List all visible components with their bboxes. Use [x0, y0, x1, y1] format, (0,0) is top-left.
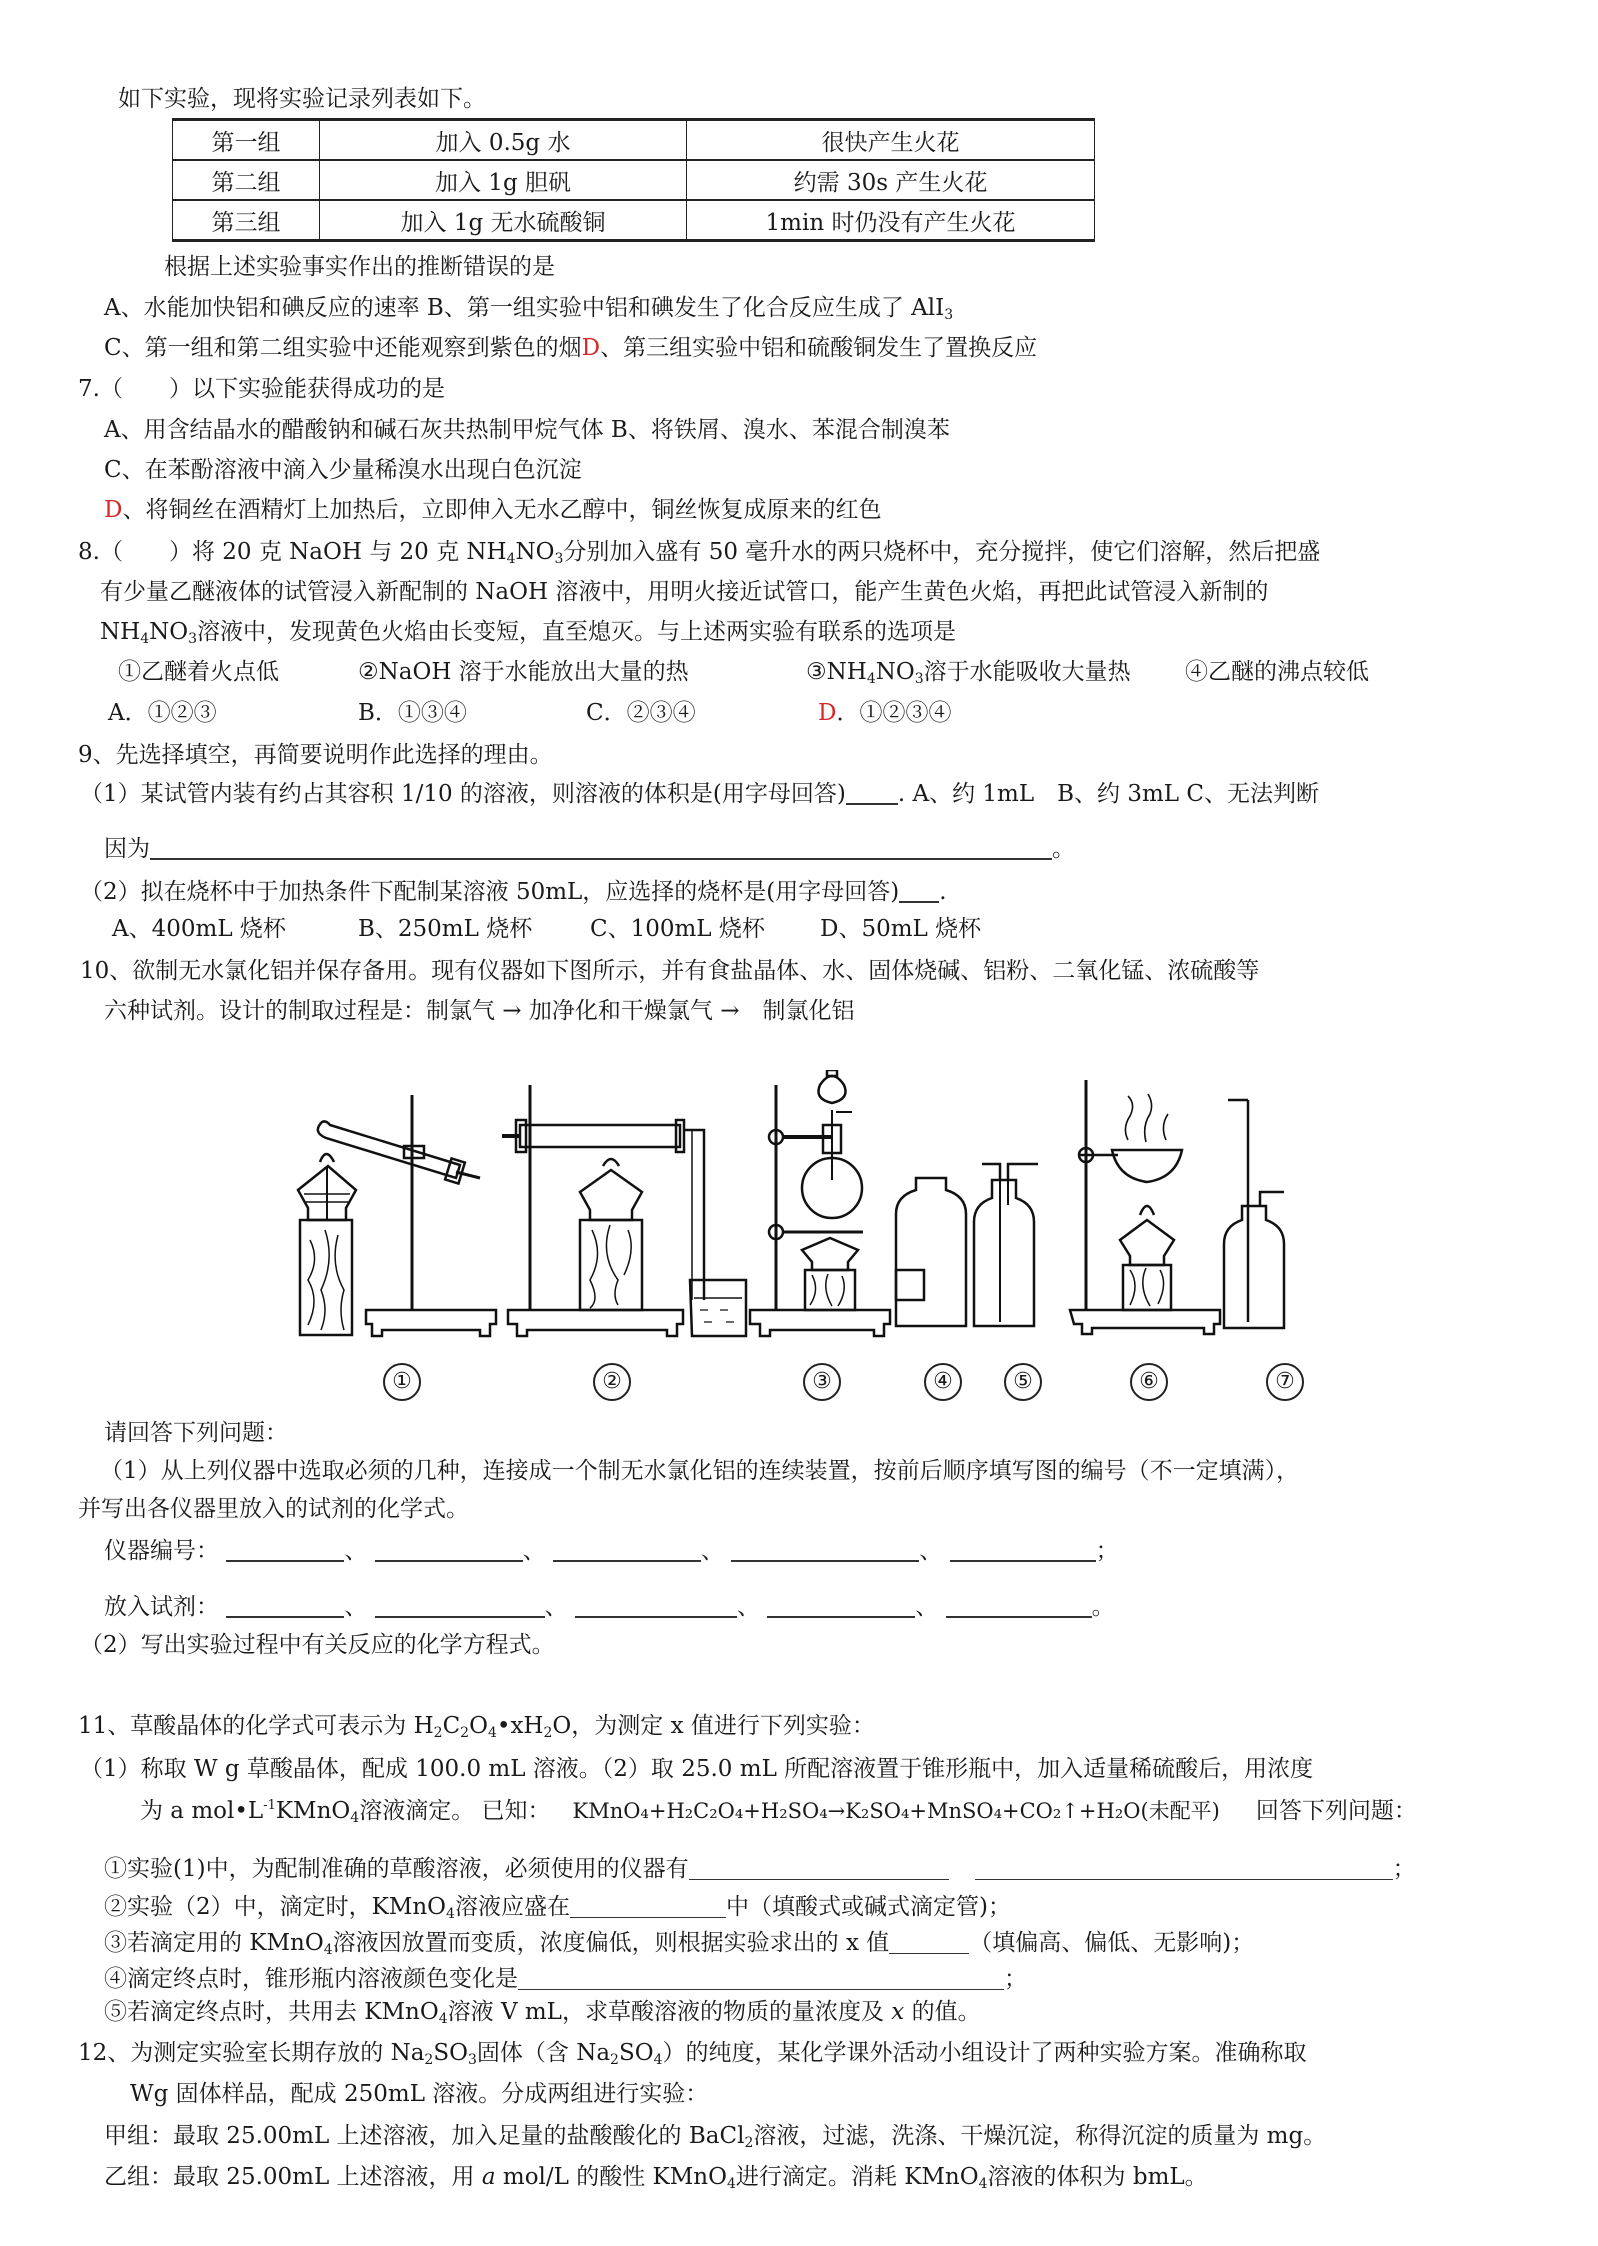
q12-line-2: Wg 固体样品，配成 250mL 溶液。分成两组进行实验： [130, 2081, 709, 2107]
subscript: 2 [744, 2135, 754, 2151]
q8-statement-2: ②NaOH 溶于水能放出大量的热 [358, 659, 689, 685]
subscript: 3 [467, 2052, 477, 2068]
subscript: 2 [460, 1725, 470, 1741]
steam [1125, 1094, 1168, 1142]
instrument-blank-2[interactable] [375, 1538, 523, 1562]
q9-stem: 9、先选择填空，再简要说明作此选择的理由。 [78, 742, 553, 768]
separatory-funnel [819, 1076, 846, 1103]
text: 进行滴定。消耗 KMnO [735, 2164, 979, 2190]
q11-item-2 [104, 1892, 1011, 1922]
text: ②实验（2）中，滴定时，KMnO [104, 1894, 447, 1920]
q12-group-jia [104, 2121, 1326, 2151]
text: 溶液的体积为 bmL。 [987, 2164, 1208, 2190]
text: NO [515, 539, 555, 565]
subscript: 4 [446, 1906, 455, 1922]
table-cell: 加入 1g 胆矾 [320, 160, 687, 200]
text: 回答下列问题： [1255, 1798, 1417, 1824]
text: 中（填酸式或碱式滴定管)； [725, 1894, 1011, 1920]
q9-part-1 [80, 779, 1319, 809]
q8-option-c: C．②③④ [586, 700, 696, 726]
text: 溶液 V mL，求草酸溶液的物质的量浓度及 [447, 1999, 892, 2025]
table-cell: 约需 30s 产生火花 [687, 160, 1095, 200]
text: C [442, 1713, 461, 1739]
q8-statement-3 [806, 657, 1131, 687]
q9-reason [104, 834, 1075, 864]
figure-label-7: ⑦ [1266, 1363, 1304, 1401]
q6-option-d-text: 、第三组实验中铝和硫酸铜发生了置换反应 [600, 335, 1038, 361]
text: ③若滴定用的 KMnO [104, 1930, 324, 1956]
text: •xH [496, 1713, 544, 1739]
table-cell: 加入 0.5g 水 [320, 120, 687, 161]
q12-group-yi [104, 2162, 1208, 2192]
answer-mark: D [104, 497, 123, 523]
q10-instrument-row [104, 1536, 1119, 1566]
text: （填偏高、偏低、无影响)； [969, 1930, 1255, 1956]
end: 。 [1091, 1594, 1115, 1620]
q6-option-c-d [104, 333, 1037, 363]
table-cell: 第二组 [173, 160, 320, 200]
answer-blank[interactable] [570, 1895, 726, 1918]
subscript: 2 [543, 1725, 553, 1741]
q9-option-b: B、250mL 烧杯 [358, 916, 533, 942]
q8-line-3 [100, 617, 956, 647]
apparatus-2 [502, 1085, 746, 1336]
apparatus-1 [298, 1095, 496, 1336]
text: （1）某试管内装有约占其容积 1/10 的溶液，则溶液的体积是(用字母回答) [80, 781, 846, 807]
q8-option-d [818, 698, 951, 728]
text: ； [1004, 1966, 1027, 1992]
text: 溶液滴定。 已知： [359, 1798, 551, 1824]
reagent-bottle [896, 1178, 966, 1326]
text: SO [433, 2040, 468, 2066]
subscript: 2 [610, 2052, 619, 2068]
subscript: 4 [140, 631, 150, 647]
q8-option-b: B．①③④ [358, 700, 467, 726]
q6-option-c-text: C、第一组和第二组实验中还能观察到紫色的烟 [104, 335, 582, 361]
q8-statement-4: ④乙醚的沸点较低 [1185, 659, 1369, 685]
experiment-record-table [172, 118, 1095, 242]
text: 溶液中，发现黄色火焰由长变短，直至熄灭。与上述两实验有联系的选项是 [197, 619, 957, 645]
answer-mark: D [818, 700, 837, 726]
table-cell: 第三组 [173, 200, 320, 241]
figure-label-3: ③ [803, 1363, 841, 1401]
sep: 、 [522, 1538, 546, 1564]
text: ①实验(1)中，为配制准确的草酸溶液，必须使用的仪器有 [104, 1856, 689, 1882]
subscript: 4 [438, 2011, 448, 2027]
subscript: 4 [323, 1942, 333, 1958]
text: 。 [1052, 836, 1075, 862]
subscript: 3 [944, 307, 954, 323]
text: 溶液应盛在 [454, 1894, 570, 1920]
flame [320, 1154, 334, 1162]
q7-stem: 7.（ ）以下实验能获得成功的是 [78, 376, 445, 402]
apparatus-4 [896, 1178, 966, 1326]
text: SO [618, 2040, 654, 2066]
table-cell: 1min 时仍没有产生火花 [687, 200, 1095, 241]
q10-line-1: 10、欲制无水氯化铝并保存备用。现有仪器如下图所示，并有食盐晶体、水、固体烧碱、铝粉、二氧化锰、浓硫酸等 [80, 958, 1260, 984]
figure-label-5: ⑤ [1004, 1363, 1042, 1401]
sep: 、 [736, 1594, 760, 1620]
stand-base [366, 1310, 496, 1336]
figure-label-4: ④ [924, 1363, 962, 1401]
q8-line-1 [78, 537, 1320, 567]
reagent-blank-4[interactable] [767, 1594, 915, 1618]
reagent-blank-2[interactable] [375, 1594, 545, 1618]
evaporating-dish [1112, 1150, 1182, 1182]
apparatus-figure [280, 1070, 1330, 1350]
beaker [690, 1280, 746, 1336]
q11-item-1 [104, 1854, 1416, 1884]
wood-grain [308, 1230, 344, 1330]
q7-option-d [104, 495, 881, 525]
text: ③NH [806, 659, 867, 685]
text: ； [1392, 1856, 1416, 1882]
text: 因为 [104, 836, 150, 862]
variable-x: x [891, 1999, 905, 2025]
gas-bottle [1224, 1206, 1284, 1328]
text: 溶液因放置而变质，浓度偏低，则根据实验求出的 x 值 [332, 1930, 890, 1956]
q11-part-1: （1）称取 W g 草酸晶体，配成 100.0 mL 溶液。（2）取 25.0 mL 所配溶液置于锥形瓶中，加入适量稀硫酸后，用浓度 [80, 1756, 1314, 1782]
alcohol-lamp [580, 1170, 642, 1220]
q11-stem [78, 1711, 875, 1741]
sep: 、 [344, 1594, 368, 1620]
q9-option-a: A、400mL 烧杯 [112, 916, 286, 942]
q10-reagent-row [104, 1592, 1115, 1622]
table-row [173, 120, 1095, 161]
subscript: 2 [433, 1725, 443, 1741]
reaction-tube [520, 1125, 680, 1147]
answer-blank[interactable] [150, 836, 1052, 860]
text: 溶液，过滤，洗涤、干燥沉淀，称得沉淀的质量为 mg。 [753, 2123, 1327, 2149]
answer-blank[interactable] [846, 781, 898, 805]
label: 仪器编号： [104, 1538, 219, 1564]
text: ）的纯度，某化学课外活动小组设计了两种实验方案。准确称取 [662, 2040, 1307, 2066]
q11-part-1-cont [140, 1796, 1417, 1826]
subscript: 4 [978, 2176, 988, 2192]
subscript: 4 [866, 671, 876, 687]
text: 分别加入盛有 50 毫升水的两只烧杯中，充分搅拌，使它们溶解，然后把盛 [563, 539, 1321, 565]
reagent-blank-3[interactable] [575, 1594, 737, 1618]
table-cell: 第一组 [173, 120, 320, 161]
q10-part-1-b: 并写出各仪器里放入的试剂的化学式。 [78, 1496, 469, 1522]
q11-item-5 [104, 1997, 981, 2027]
table-cell: 很快产生火花 [687, 120, 1095, 161]
sep: 、 [700, 1538, 724, 1564]
q10-part-2: （2）写出实验过程中有关反应的化学方程式。 [80, 1632, 555, 1658]
flame [603, 1159, 619, 1166]
subscript: 4 [487, 1725, 497, 1741]
figure-label-6: ⑥ [1130, 1363, 1168, 1401]
text: NO [875, 659, 915, 685]
q7-option-c: C、在苯酚溶液中滴入少量稀溴水出现白色沉淀 [104, 457, 582, 483]
reagent-blank-1[interactable] [226, 1594, 344, 1618]
text: . A、约 1mL B、约 3mL C、无法判断 [897, 781, 1319, 807]
text: 12、为测定实验室长期存放的 Na [78, 2040, 425, 2066]
subscript: 4 [350, 1810, 360, 1826]
q7-option-d-text: 、将铜丝在酒精灯上加热后，立即伸入无水乙醇中，铜丝恢复成原来的红色 [122, 497, 882, 523]
text: 8.（ ）将 20 克 NaOH 与 20 克 NH [78, 539, 507, 565]
q6-stem: 根据上述实验事实作出的推断错误的是 [164, 254, 555, 280]
end: ； [1095, 1538, 1119, 1564]
text: KMnO [275, 1798, 351, 1824]
answer-mark: D [581, 335, 601, 361]
text: 的值。 [904, 1999, 981, 2025]
q11-item-3 [104, 1928, 1254, 1958]
sep: 、 [919, 1538, 943, 1564]
q6-option-a-b [104, 293, 953, 323]
q8-line-2: 有少量乙醚液体的试管浸入新配制的 NaOH 溶液中，用明火接近试管口，能产生黄色火焰，再把此试管浸入新制的 [100, 579, 1269, 605]
q6-option-a-text: A、水能加快铝和碘反应的速率 B、第一组实验中铝和碘发生了化合反应生成了 AlI [104, 295, 945, 321]
table-row [173, 160, 1095, 200]
alcohol-lamp [1120, 1220, 1174, 1265]
figure-label-1: ① [383, 1363, 421, 1401]
subscript: 4 [726, 2176, 736, 2192]
q11-item-4 [104, 1964, 1027, 1994]
sep: 、 [915, 1594, 939, 1620]
subscript: 2 [424, 2052, 434, 2068]
answer-blank[interactable] [975, 1857, 1393, 1880]
text: 为 a mol•L [140, 1798, 264, 1824]
figure-label-2: ② [593, 1363, 631, 1401]
text: 11、草酸晶体的化学式可表示为 H [78, 1713, 434, 1739]
reagent-blank-5[interactable] [946, 1594, 1092, 1618]
subscript: 3 [914, 671, 924, 687]
text: （2）拟在烧杯中于加热条件下配制某溶液 50mL，应选择的烧杯是(用字母回答) [80, 879, 900, 905]
q10-line-2: 六种试剂。设计的制取过程是：制氯气 → 加净化和干燥氯气 → 制氯化铝 [104, 998, 855, 1024]
instrument-blank-3[interactable] [553, 1538, 701, 1562]
text: mol/L 的酸性 KMnO [495, 2164, 727, 2190]
test-tube [318, 1121, 460, 1178]
apparatus-6 [1070, 1080, 1220, 1334]
q12-line-1 [78, 2038, 1307, 2068]
sep: 、 [344, 1538, 368, 1564]
table-cell: 加入 1g 无水硫酸铜 [320, 200, 687, 241]
text: ④滴定终点时，锥形瓶内溶液颜色变化是 [104, 1966, 518, 1992]
answer-blank[interactable] [518, 1967, 1004, 1990]
answer-blank[interactable] [689, 1857, 949, 1880]
label: 放入试剂： [104, 1594, 219, 1620]
text: 甲组：最取 25.00mL 上述溶液，加入足量的盐酸酸化的 BaCl [104, 2123, 745, 2149]
subscript: 4 [506, 551, 516, 567]
text: . [939, 879, 947, 905]
q9-option-d: D、50mL 烧杯 [820, 916, 982, 942]
apparatus-3 [750, 1070, 890, 1336]
flame [1140, 1206, 1154, 1215]
subscript: 4 [653, 2052, 663, 2068]
apparatus-7 [1224, 1100, 1284, 1328]
instrument-blank-4[interactable] [731, 1538, 919, 1562]
superscript: -1 [263, 1798, 276, 1813]
q8-statement-1: ①乙醚着火点低 [118, 659, 279, 685]
subscript: 3 [554, 551, 564, 567]
instrument-blank-1[interactable] [226, 1538, 344, 1562]
text: ⑤若滴定终点时，共用去 KMnO [104, 1999, 439, 2025]
alcohol-lamp [802, 1238, 858, 1270]
reaction-equation: KMnO₄+H₂C₂O₄+H₂SO₄→K₂SO₄+MnSO₄+CO₂↑+H₂O(未配平) [572, 1799, 1220, 1823]
q8-option-a: A．①②③ [108, 700, 217, 726]
q10-part-1-a: （1）从上列仪器中选取必须的几种，连接成一个制无水氯化铝的连续装置，按前后顺序填写图的编号（不一定填满）， [100, 1458, 1300, 1484]
text: O [469, 1713, 488, 1739]
q7-option-a-b: A、用含结晶水的醋酸钠和碱石灰共热制甲烷气体 B、将铁屑、溴水、苯混合制溴苯 [104, 417, 950, 443]
instrument-blank-5[interactable] [950, 1538, 1096, 1562]
answer-blank[interactable] [889, 1931, 969, 1954]
text: NH [100, 619, 141, 645]
q10-ask: 请回答下列问题： [104, 1420, 288, 1446]
text: O，为测定 x 值进行下列实验： [552, 1713, 875, 1739]
answer-blank[interactable] [899, 879, 939, 903]
intro-text: 如下实验，现将实验记录列表如下。 [118, 86, 486, 112]
text: ．①②③④ [836, 700, 952, 726]
text: 乙组：最取 25.00mL 上述溶液，用 [104, 2164, 482, 2190]
text: 固体（含 Na [476, 2040, 611, 2066]
q9-part-2 [80, 877, 947, 907]
text: 溶于水能吸收大量热 [923, 659, 1131, 685]
wash-bottle [974, 1180, 1034, 1326]
variable-a: a [481, 2164, 496, 2190]
q9-option-c: C、100mL 烧杯 [590, 916, 765, 942]
apparatus-5 [974, 1164, 1038, 1326]
text: NO [149, 619, 189, 645]
sep: 、 [544, 1594, 568, 1620]
subscript: 3 [188, 631, 198, 647]
table-row [173, 200, 1095, 241]
wood-block [580, 1220, 642, 1310]
